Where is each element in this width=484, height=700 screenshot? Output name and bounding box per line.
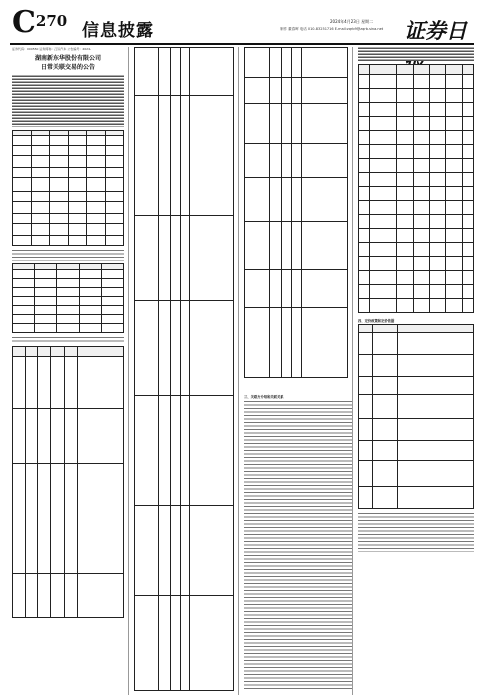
column-divider — [352, 47, 353, 695]
page-code — [12, 5, 68, 40]
related-transaction-table-2 — [12, 263, 124, 333]
masthead — [0, 0, 484, 44]
related-party-table-col2 — [134, 47, 234, 691]
body-text-block — [244, 400, 352, 690]
note-text-block — [12, 336, 124, 344]
column-2 — [134, 47, 234, 691]
related-transaction-table-1 — [12, 130, 124, 246]
body-text-col3-lower — [244, 392, 352, 690]
column-1 — [12, 47, 124, 618]
editor-contact: 制作 董春晖 电话 010-83251716 E-mail:zqrb9@zqrb.sina.net — [280, 27, 384, 31]
related-party-table-col3 — [244, 47, 348, 378]
related-party-detail-table — [12, 346, 124, 618]
newspaper-brand: 证券日 — [404, 18, 467, 43]
column-divider — [238, 47, 239, 695]
pricing-policy-table — [358, 324, 474, 509]
column-divider — [128, 47, 129, 695]
publication-date: 2024年4月23日 星期二 — [330, 19, 374, 24]
page-number: 270 — [35, 12, 68, 30]
notice-header — [12, 47, 124, 71]
stock-code-line: 证券代码：000550 证券简称：江铃汽车 公告编号：2024- — [12, 47, 92, 51]
intro-text-block — [12, 75, 124, 127]
notice-title: 日常关联交易的公告 — [40, 64, 95, 71]
section-heading: 四、定价政策和定价依据 — [358, 319, 395, 323]
company-name: 湖南新东华股份有限公司 — [34, 55, 101, 62]
right-intro-text — [358, 47, 474, 61]
section-heading: 三、关联方介绍和关联关系 — [244, 395, 284, 399]
closing-text-block — [358, 512, 474, 552]
mid-text-block — [12, 249, 124, 261]
column-4 — [358, 47, 474, 552]
section-title: 信息披露 — [82, 21, 154, 41]
transaction-summary-table — [358, 64, 474, 313]
column-3 — [244, 47, 348, 378]
page-letter: C — [12, 5, 36, 40]
top-rule — [10, 43, 474, 45]
